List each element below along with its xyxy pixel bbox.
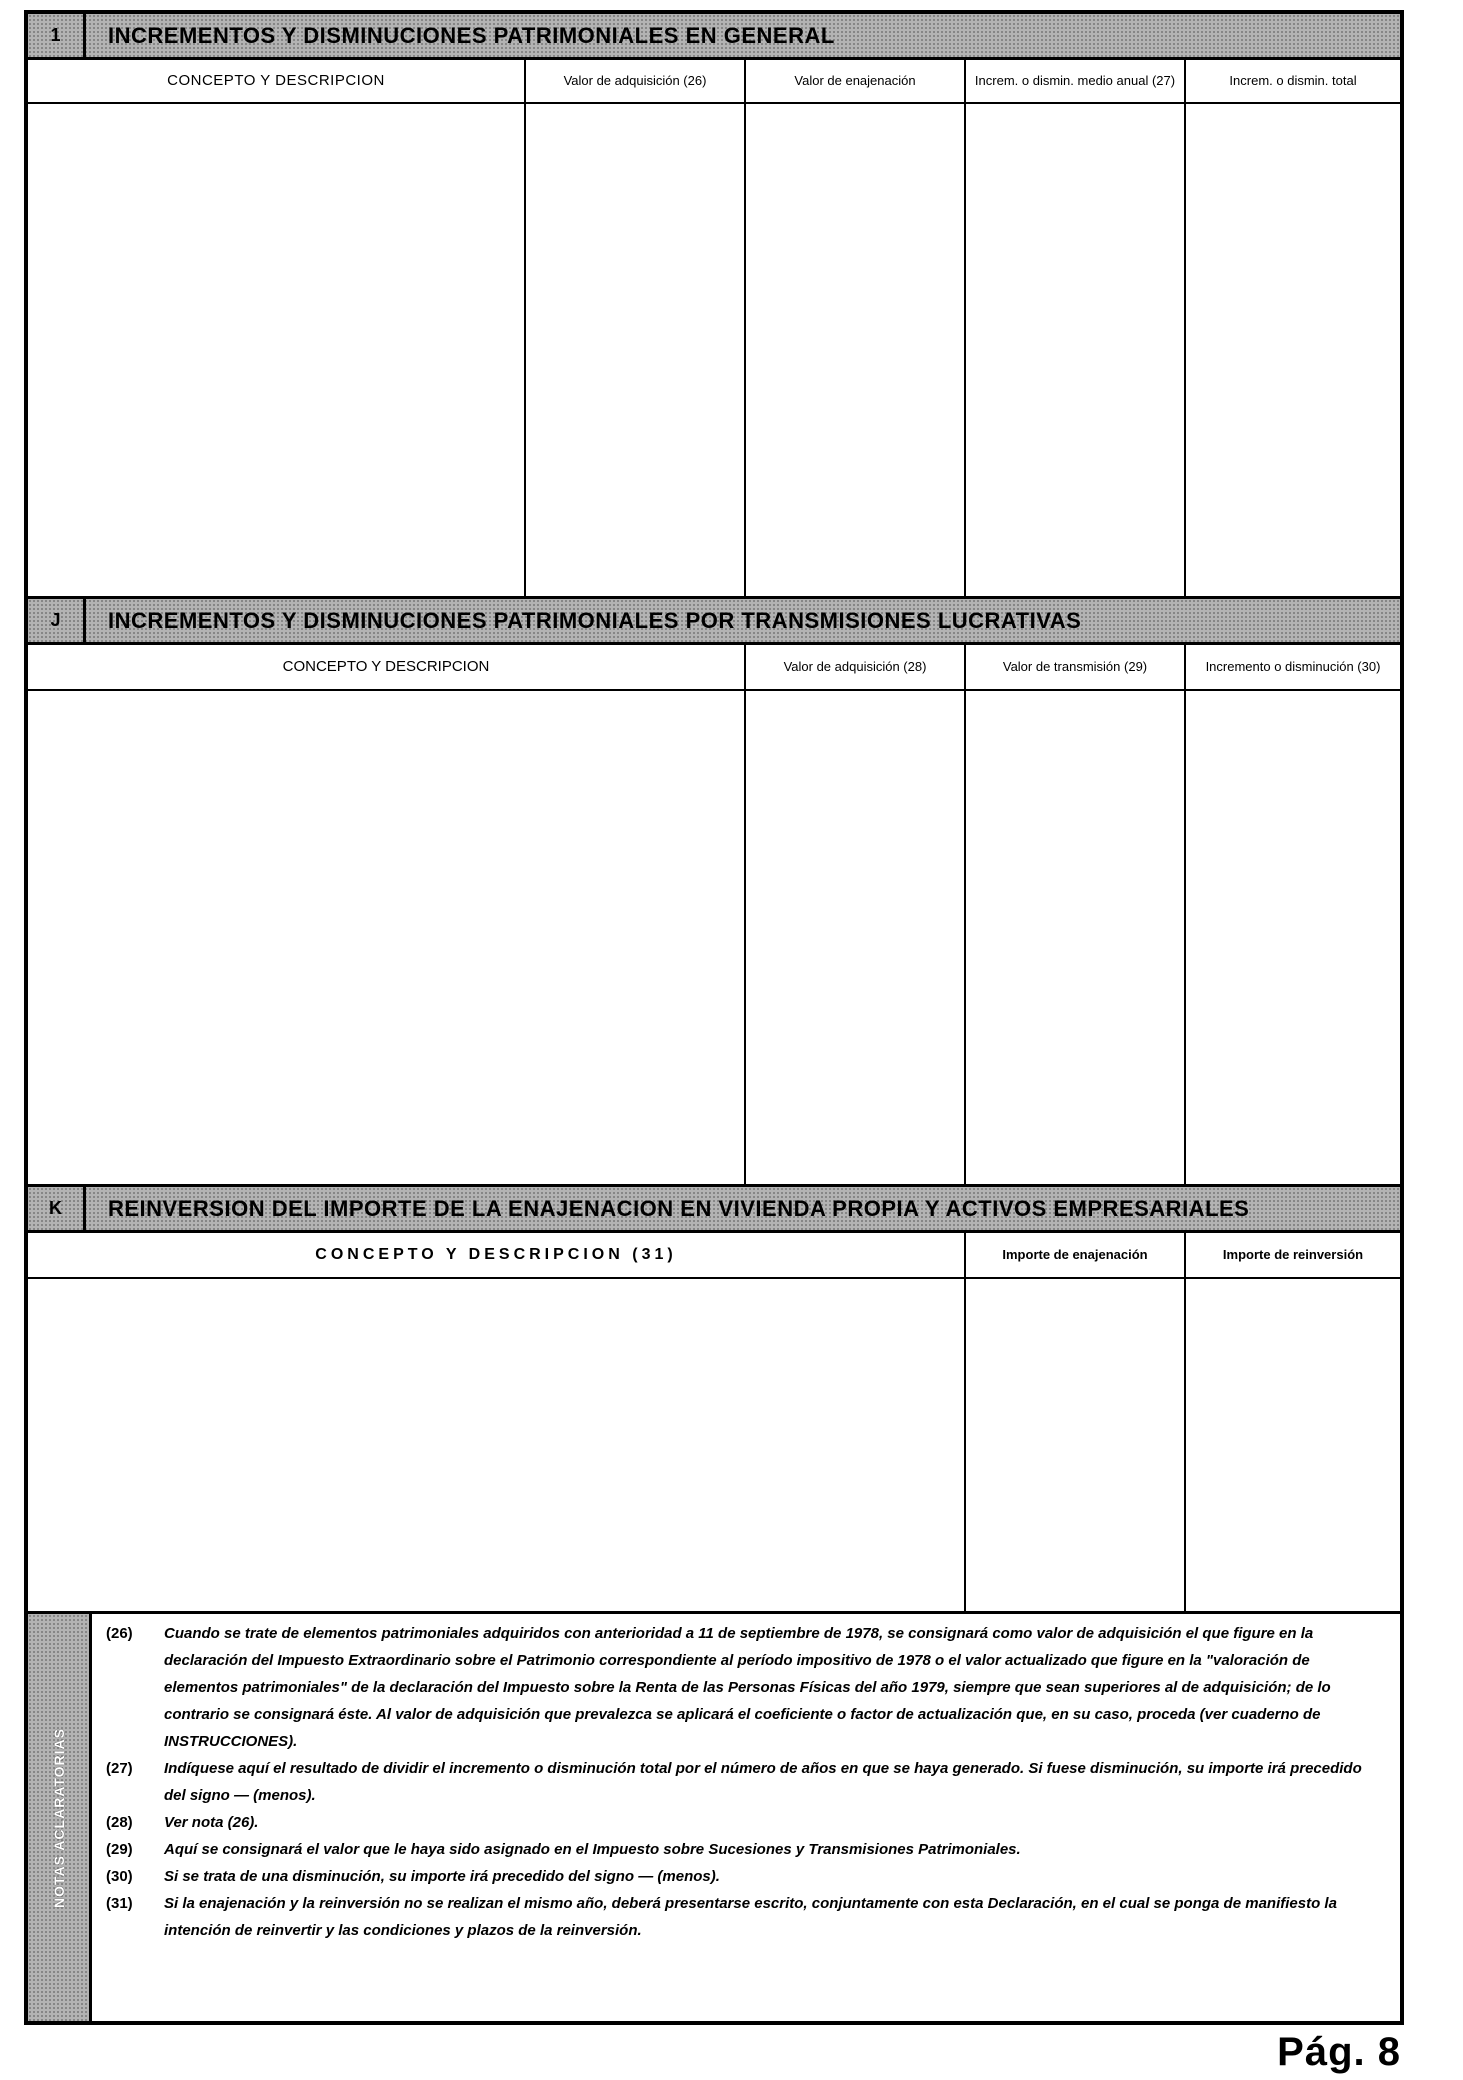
section-k-bottom-rule <box>28 1611 1400 1614</box>
section-j-col-divider <box>744 645 746 1195</box>
section-k-col-divider <box>964 1233 966 1613</box>
note-item <box>100 1836 1384 1863</box>
section-j-col-divider <box>964 645 966 1195</box>
notes-list <box>100 1620 1384 1944</box>
section-k-title: REINVERSION DEL IMPORTE DE LA ENAJENACION EN VIVIENDA PROPIA Y ACTIVOS EMPRESARIALES <box>108 1196 1250 1221</box>
section-i-col-concepto: CONCEPTO Y DESCRIPCION <box>167 72 385 89</box>
section-k-header <box>28 1187 1400 1233</box>
note-item <box>100 1890 1384 1944</box>
section-j-col-valor-transmision: Valor de transmisión (29) <box>1002 659 1148 674</box>
section-i-col-divider <box>524 60 526 608</box>
note-text: Aquí se consignará el valor que le haya sido asignado en el Impuesto sobre Sucesiones y Transmisiones Patrimoniales. <box>164 1841 1021 1858</box>
notes-sidebar <box>28 1614 92 2021</box>
section-k-col-divider <box>1184 1233 1186 1613</box>
section-i-col-medio-anual: Increm. o dismin. medio anual (27) <box>974 73 1176 88</box>
section-j-col-valor-adquisicion: Valor de adquisición (28) <box>783 659 927 674</box>
section-j-header <box>28 599 1400 645</box>
note-number: (26) <box>106 1625 133 1642</box>
form-frame <box>24 10 1404 2025</box>
note-number: (31) <box>106 1895 133 1912</box>
note-number: (27) <box>106 1760 133 1777</box>
section-k-col-importe-reinversion: Importe de reinversión <box>1222 1247 1364 1262</box>
section-i-col-valor-enajenacion: Valor de enajenación <box>794 73 916 88</box>
section-j-number: J <box>28 599 86 642</box>
section-i-col-total: Increm. o dismin. total <box>1229 73 1357 88</box>
section-i-col-divider <box>1184 60 1186 608</box>
section-i-header <box>28 14 1400 60</box>
note-text: Indíquese aquí el resultado de dividir el incremento o disminución total por el número de años en que se haya generado. Si fuese disminución, su importe irá precedido del signo — (menos). <box>164 1760 1362 1804</box>
section-i-title: INCREMENTOS Y DISMINUCIONES PATRIMONIALES EN GENERAL <box>108 23 835 48</box>
note-text: Si se trata de una disminución, su importe irá precedido del signo — (menos). <box>164 1868 720 1885</box>
note-item <box>100 1863 1384 1890</box>
section-k-column-headers <box>28 1233 1400 1279</box>
section-i-column-headers <box>28 60 1400 104</box>
note-number: (29) <box>106 1841 133 1858</box>
section-k-col-importe-enajenacion: Importe de enajenación <box>1002 1247 1148 1262</box>
note-item <box>100 1809 1384 1836</box>
section-i-col-valor-adquisicion: Valor de adquisición (26) <box>563 73 707 88</box>
section-i-col-divider <box>964 60 966 608</box>
note-item <box>100 1620 1384 1755</box>
section-j-column-headers <box>28 645 1400 691</box>
note-text: Ver nota (26). <box>164 1814 259 1831</box>
section-i-col-divider <box>744 60 746 608</box>
section-k-col-concepto: CONCEPTO Y DESCRIPCION (31) <box>315 1246 677 1263</box>
page-number: Pág. 8 <box>1277 2030 1401 2074</box>
section-j-col-incremento: Incremento o disminución (30) <box>1205 659 1381 674</box>
section-k-number: K <box>28 1187 86 1230</box>
note-item <box>100 1755 1384 1809</box>
section-j-col-concepto: CONCEPTO Y DESCRIPCION <box>282 658 490 675</box>
note-number: (28) <box>106 1814 133 1831</box>
section-j-title: INCREMENTOS Y DISMINUCIONES PATRIMONIALES POR TRANSMISIONES LUCRATIVAS <box>108 608 1082 633</box>
note-text: Cuando se trate de elementos patrimoniales adquiridos con anterioridad a 11 de septiembre de 1978, se consignará como valor de adquisición el que figure en la declaración del Impuesto Extraordinario sobre el Patrimonio correspondiente al período impositivo de 1978 o el valor actualizado que figure en la "valoración de elementos patrimoniales" de la declaración del Impuesto sobre la Renta de las Personas Físicas del año 1979, siempre que sean superiores al de adquisición; de lo contrario se consignará éste. Al valor de adquisición que prevalezca se aplicará el coeficiente o factor de actualización que, en su caso, proceda (ver cuaderno de INSTRUCCIONES). <box>164 1625 1331 1750</box>
note-text: Si la enajenación y la reinversión no se realizan el mismo año, deberá presentarse escrito, conjuntamente con esta Declaración, en el cual se ponga de manifiesto la intención de reinvertir y las condiciones y plazos de la reinversión. <box>164 1895 1337 1939</box>
section-j-col-divider <box>1184 645 1186 1195</box>
section-i-number: 1 <box>28 14 86 57</box>
notes-title: NOTAS ACLARATORIAS <box>50 1727 67 1908</box>
note-number: (30) <box>106 1868 133 1885</box>
